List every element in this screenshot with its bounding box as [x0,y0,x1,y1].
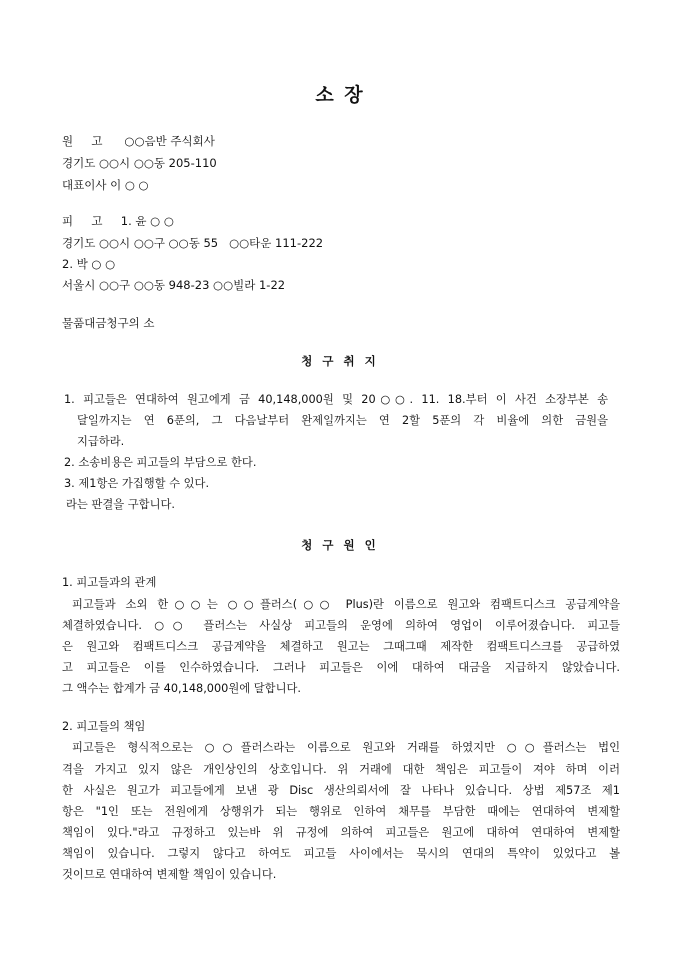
plaintiff-address: 경기도 ○○시 ○○동 205-110 [62,156,217,170]
claim-item: 2. 소송비용은 피고들의 부담으로 한다. [64,456,257,469]
document-title: 소 장 [315,84,365,106]
defendant-label-line: 피 고 1. 윤 ○ ○ [62,214,174,228]
defendant2-name: 2. 박 ○ ○ [62,257,116,271]
section2-line: 격을 가지고 있지 않은 개인상인의 상호입니다. 위 거래에 대한 책임은 피고들이 져야 하며 이러 [62,763,620,776]
section2-line: 한 사실은 원고가 피고들에게 보낸 광 Disc 생산의뢰서에 잘 나타나 있습니다. 상법 제57조 제1 [62,784,620,797]
section2-line: 책임이 있다."라고 규정하고 있는바 위 규정에 의하여 피고들은 원고에 대하여 연대하여 변제할 [62,826,620,839]
section2-heading: 2. 피고들의 책임 [62,720,146,733]
plaintiff-representative: 대표이사 이 ○ ○ [62,178,149,192]
defendant2-address: 서울시 ○○구 ○○동 948-23 ○○빌라 1-22 [62,278,286,292]
section1-line: 고 피고들은 이를 인수하였습니다. 그러나 피고들은 이에 대하여 대금을 지급하지 않았습니다. [62,661,620,674]
claim-item: 3. 제1항은 가집행할 수 있다. [64,477,210,490]
plaintiff-label-line: 원 고 ○○음반 주식회사 [62,134,215,148]
section2-line: 책임이 있습니다. 그렇지 않다고 하여도 피고들 사이에서는 묵시의 연대의 특약이 있었다고 볼 [62,847,621,860]
section1-line: 은 원고와 컴팩트디스크 공급계약을 체결하고 원고는 그때그때 제작한 컴팩트디스크를 공급하였 [62,640,620,653]
section2-line: 피고들은 형식적으로는 ○○플러스라는 이름으로 원고와 거래를 하였지만 ○○플러스는 법인 [72,741,620,754]
claim-item: 달일까지는 연 6푼의, 그 다음날부터 완제일까지는 연 2할 5푼의 각 비율에 의한 금원을 [77,414,608,427]
claim-item: 지급하라. [77,435,125,448]
section1-line: 피고들과 소외 한○○는 ○○플러스(○○ Plus)란 이름으로 원고와 컴팩트디스크 공급계약을 [72,598,620,611]
claim-item: 1. 피고들은 연대하여 원고에게 금 40,148,000원 및 20○○. 11. 18.부터 이 사건 소장부본 송 [64,393,608,406]
claim-closing: 라는 판결을 구합니다. [66,498,175,511]
causes-header: 청 구 원 인 [301,538,379,552]
section2-line: 것이므로 연대하여 변제할 책임이 있습니다. [62,868,277,881]
section2-line: 항은 "1인 또는 전원에게 상행위가 되는 행위로 인하여 채무를 부담한 때에는 연대하여 변제할 [62,805,620,818]
section1-heading: 1. 피고들과의 관계 [62,576,157,589]
section1-line: 체결하였습니다. ○○ 플러스는 사실상 피고들의 운영에 의하여 영업이 이루어졌습니다. 피고들 [62,619,620,632]
defendant1-address: 경기도 ○○시 ○○구 ○○동 55 ○○타운 111-222 [62,236,324,250]
section1-line: 그 액수는 합계가 금 40,148,000원에 달합니다. [62,682,302,695]
case-name: 물품대금청구의 소 [62,316,155,330]
claims-header: 청 구 취 지 [301,354,379,368]
